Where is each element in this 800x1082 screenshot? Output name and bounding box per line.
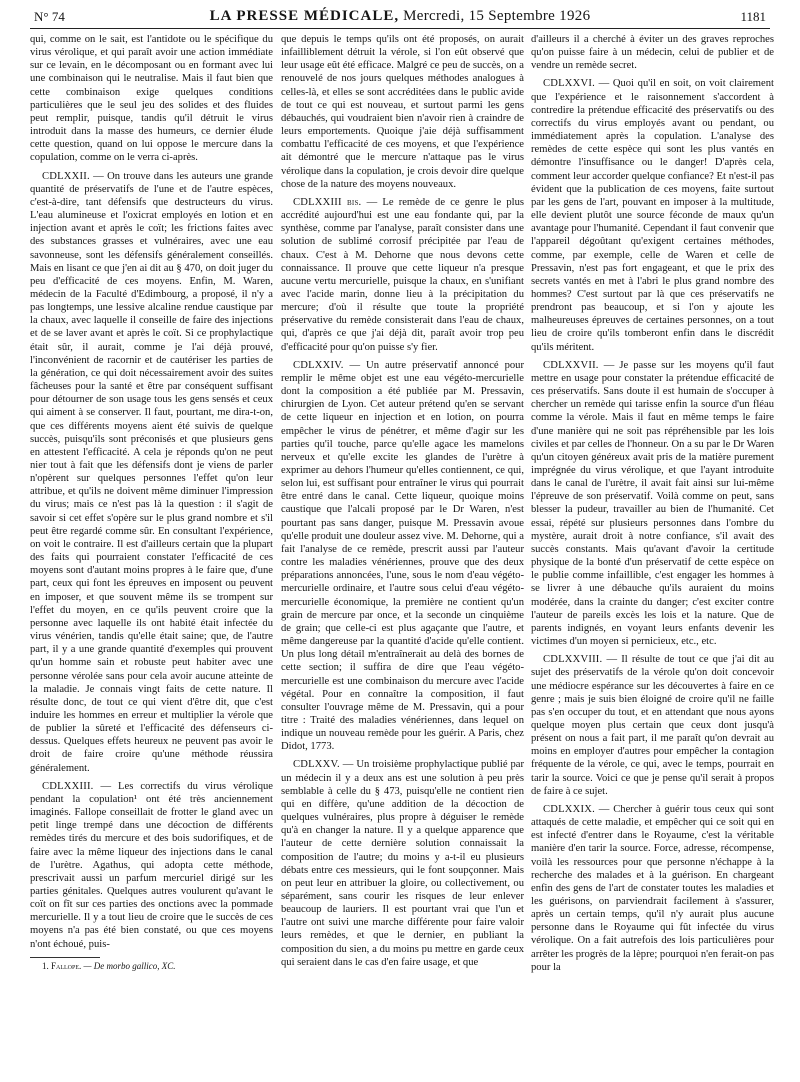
section-text: — Quoi qu'il en soit, on voit clairement que l'expérience et le raisonnement s'accordent à contredire la prétendue efficacité des préservatifs ou des correctifs du virus employés avant ou pendant, ou immédiatement après la copulation. L'analyse des remèdes de cette espèce qui sont les plus vantés en démontre l'insuffisance ou le danger! D'après cela, comment leur accorder quelque confiance? Et n'est-il pas évident que la publication de ces moyens, faite surtout par les gens de l'art, pouvant en imposer à la multitude, elle devient plutôt une source féconde de maux qu'un avantage pour l'humanité. Cependant il faut convenir que l'appareil dégoûtant qu'exigent certaines méthodes, comme, par exemple, celle de Waren et celle de Pressavin, n'est pas fort engageant, et que le prix des secrets vantés en met à l'abri le plus grand nombre des hommes? C'est surtout par là que ces préservatifs ne prendront pas beaucoup, et si l'on y ajoute les malheureuses épreuves de certaines personnes, on a tout lieu de croire qu'ils tomberont enfin dans le discrédit qu'ils méritent. [531, 78, 774, 353]
section-477 [531, 359, 774, 648]
section-number: CDLXXII. [42, 170, 90, 182]
section-number: CDLXXIII. [42, 780, 94, 792]
journal-name: LA PRESSE MÉDICALE, [209, 8, 400, 24]
section-number: CDLXXVIII. [543, 654, 603, 666]
section-text: — Le remède de ce genre le plus accrédité aujourd'hui est une eau fondante qui, par la synthèse, comme par l'analyse, paraît consister dans une solution de sublimé corrosif précipitée par l'eau de chaux. C'est à M. Dehorne que nous devons cette connaissance. Il prouve que cette liqueur n'a presque aucune vertu mercurielle, puisque la chaux, en s'unifiant avec l'acide marin, donne lieu à la précipitation du mercure; d'où il résulte que toute la propriété préservative du remède consisterait dans l'eau de chaux, qui, d'après ce que j'ai déjà dit, paraît avoir trop peu d'efficacité pour qu'on puisse s'y fier. [281, 196, 524, 353]
section-472 [30, 170, 273, 775]
section-473-bis [281, 196, 524, 354]
footnote-rule [30, 957, 100, 958]
paragraph-continuation: qui, comme on le sait, est l'antidote ou le spécifique du virus vérolique, et qui paraît avoir une action immédiate sur ce levain, en le décomposant ou en formant avec lui une combinaison qui le neutralise. Mais il faut bien que cette combinaison exige quelques conditions particulières que le seul jeu des solides et des fluides peut remplir, puisque, tandis qu'il détruit le virus introduit dans la masse des humeurs, ce dernier élude cette question, quand on lui oppose le mercure dans la copulation, comme on le verra ci-après. [30, 34, 273, 164]
section-text: — Un troisième prophylactique publié par un médecin il y a deux ans est une solution à peu près semblable à celle du § 473, puisqu'elle ne contient rien qui en diffère, qu'une addition de la décoction de quelques vulnéraires, plus propre à déguiser le remède qu'à en changer la nature. Il y a quelque apparence que l'auteur de cette dernière solution connaissait la composition de l'autre; du moins y a-t-il eu plusieurs débats entre ces messieurs, qui le font soupçonner. Mais on peut leur en attribuer la gloire, ou collectivement, ou séparément, sans courir les risques de leur enlever beaucoup de lauriers. Il est pourtant vrai que l'un et l'autre ont suivi une marche différente pour faire valoir leurs remèdes, et que le dernier, en publiant la composition du sien, a du moins pu mettre en garde ceux qui seraient dans le cas d'en faire usage, et que [281, 759, 524, 968]
section-number: CDLXXIX. [543, 803, 595, 815]
section-475 [281, 758, 524, 969]
section-number: CDLXXVI. [543, 78, 595, 90]
column-2 [281, 33, 524, 974]
running-title [30, 8, 770, 25]
section-476 [531, 77, 774, 353]
section-text: — Chercher à guérir tous ceux qui sont attaqués de cette maladie, et empêcher qui ce soit qui en est infecté d'entrer dans le Royaume, c'est la véritable manière d'en tarir la source. Force, adresse, récompense, voilà les ressources pour que personne n'échappe à la recherche des malades et à la guérison. En chargeant enfin des gens de l'art de constater toutes les maladies et les guérisons, on parviendrait facilement à s'assurer, après un certain temps, qu'il n'y aurait plus aucune personne dans le Royaume qui fût infectée du virus vérolique. On a fait autrefois des lois particulières pour arrêter les progrès de la lèpre; pourquoi n'en ferait-on pas pour la [531, 803, 774, 973]
section-474 [281, 359, 524, 754]
section-number: CDLXXIV. [293, 359, 344, 371]
page-header [30, 6, 770, 28]
paragraph-continuation: d'ailleurs il a cherché à éviter un des graves reproches qu'on puisse faire à un médecin, celui de publier et de vendre un remède secret. [531, 34, 774, 72]
section-number: CDLXXVII. [543, 359, 599, 371]
header-rule [30, 28, 770, 29]
section-479 [531, 803, 774, 974]
section-473 [30, 780, 273, 951]
column-3 [531, 33, 774, 979]
section-text: — Les correctifs du virus vérolique pendant la copulation¹ ont été très anciennement imaginés. Fallope conseillait de frotter le gland avec un petit linge trempé dans une décoction de différents remèdes tirés du mercure et des bois sudorifiques, et de faire avec la même liqueur des injections dans le canal de l'urètre. Agathus, qui adopta cette méthode, prescrivait aussi un parfum mercuriel dirigé sur les parties génitales. Quelques autres voulurent qu'avant le coït on fît sur ces parties des onctions avec la pommade mercurielle. Il y a tout lieu de croire que le succès de ces moyens n'a pas été bien constaté, ou que ces moyens n'ont échoué, puis- [30, 780, 273, 950]
section-text: — Un autre préservatif annoncé pour remplir le même objet est une eau végéto-mercurielle dont la composition a été publiée par M. Pressavin, chirurgien de Lyon. Cet auteur prétend qu'en se servant de cette liqueur en injection et en lotion, on pourra empêcher le virus de pénétrer, et même d'agir sur les parties qu'il touche, parce qu'elle agace les mamelons nerveux et qu'elle excite les glandes de l'urètre à exprimer au dehors l'humeur qu'elles contiennent, ce qui, selon lui, est suffisant pour entraîner le virus qui pourrait être entré dans le canal. Cette liqueur, quoique moins caustique que l'alcali proposé par le Dr Waren, n'est pourtant pas sans danger, puisque M. Pressavin avoue qu'elle produit une douleur assez vive. M. Dehorne, qui a fait l'analyse de ce remède, prescrit aussi par l'auteur contre les maladies vénériennes, prouve que des deux préparations annoncées, l'une, sous le nom d'eau végéto-mercurielle ordinaire, et l'autre sous celui d'eau végéto-mercurielle économique, la première ne contient qu'un grain de mercure par once, et la seconde un cinquième de grain; que celle-ci est plus agaçante que l'autre, et même dangereuse par la quantité d'acide qu'elle contient. Un plus long détail m'entraînerait au delà des bornes de cette section; il suffira de dire que l'eau végéto-mercurielle est une combinaison du mercure avec l'acide végétal. Pour en connaître la composition, il faut consulter l'ouvrage même de M. Pressavin, qui a pour titre : Traité des maladies vénériennes, dans lequel on indique un nouveau remède pour les guérir. A Paris, chez Didot, 1773. [281, 359, 524, 753]
footnote-author: 1. Fallope. [42, 960, 82, 971]
column-1 [30, 33, 273, 977]
section-number: CDLXXIII bis. [293, 196, 362, 208]
section-text: — Je passe sur les moyens qu'il faut mettre en usage pour constater la prétendue efficacité de ces préservatifs. Sans doute il est humain de s'occuper à chercher un remède qui tarisse enfin la source d'un fléau comme la vérole. Mais il faut en même temps le faire d'une manière qui ne soit pas répréhensible par les lois civiles et par celles de l'honneur. On a su par le Dr Waren qu'un citoyen généreux avait pris de la matière purement imprégnée du virus vérolique, et que l'ayant introduite dans le canal de l'urètre, il avait fait ainsi sur lui-même l'épreuve de son préservatif. Voilà comme on peut, sans blesser la pudeur, travailler au bien de l'humanité. Cet essai, répété sur plusieurs personnes dans l'ombre du mystère, aurait droit à notre confiance, s'il avait des succès constants. Mais qu'avant d'avoir la certitude physique de la bonté d'un préservatif de cette espèce on le publie comme infaillible, c'est engager les hommes à se livrer à une débauche qu'ils auraient du moins modérée, dans la crainte du danger; c'est exciter contre l'auteur de pareils excès les lois et la nature. Que de parents indignés, en voyant leurs enfants devenir les victimes d'un moyen si pernicieux, etc., etc. [531, 359, 774, 648]
footnote [30, 961, 273, 972]
section-text: — On trouve dans les auteurs une grande quantité de préservatifs de l'une et de l'autre espèces, c'est-à-dire, tant défensifs que destructeurs du virus. L'eau alumineuse et l'oxicrat employés en lotion et en injection avant et après le coït; les frictions faites avec des substances grasses et vulnéraires, avec une eau savonneuse, sont les défensifs généralement conseillés. Mais en lisant ce que j'en ai dit au § 470, on doit juger du peu d'efficacité de ces moyens. Enfin, M. Waren, médecin de la Faculté d'Edimbourg, a proposé, il n'y a pas longtemps, une lessive alcaline rendue caustique par la chaux, avec laquelle il conseille de faire des injections et de se laver avant et après le coït. Si ce prophylactique était sûr, il aurait, comme je l'ai déjà prouvé, l'inconvénient de racornir et de cautériser les parties de la génération, ce qui doit nécessairement avoir des suites fâcheuses pour la santé et être par conséquent suffisant pour détourner de son usage tous les gens sensés et ceux qui aiment à se conserver. Il faut, pourtant, me dira-t-on, que ces différents moyens aient été suivis de quelque succès, puisqu'ils sont préconisés et que plusieurs gens en attestent l'efficacité. A cela je réponds qu'on ne peut nier tout à fait que les défensifs dont je viens de parler n'opèrent sur quelques personnes l'effet qu'on leur attribue, et qu'ils ne doivent même diminuer l'impression du virus; mais ce n'est pas là la question : il s'agit de savoir si cet effet s'opère sur le plus grand nombre et s'il peut être regardé comme sûr. En consultant l'expérience, on voit le contraire. Il est d'ailleurs certain que la plupart des faits qui pourraient constater l'efficacité de ces moyens sont d'autant moins propres à le faire que, d'une part, ceux qui font les épreuves en imposent ou peuvent en imposer, et que souvent même ils se trompent sur l'effet du moyen, en ce qu'ils peuvent croire que la personne avec laquelle ils ont habité était infectée du virus vénérien, tandis qu'elle était saine; que, de l'autre part, il y a une grande quantité d'exemples qui prouvent qu'un homme sain et robuste peut habiter avec une personne vérolée sans pour cela avoir aucune atteinte de la maladie. Je connais vingt faits de cette nature. Il résulte donc, de tout ce qui vient d'être dit, que c'est induire les hommes en erreur et multiplier la vérole que de publier la sûreté et l'efficacité des défenseurs ci-dessus. Quelques effets heureux ne peuvent pas avoir le droit de faire croire qu'une méthode réussira généralement. [30, 170, 273, 774]
section-478 [531, 653, 774, 798]
issue-number: N° 74 [34, 9, 65, 24]
footnote-text: — De morbo gallico, XC. [83, 960, 176, 971]
section-number: CDLXXV. [293, 759, 340, 771]
issue-date: Mercredi, 15 Septembre 1926 [403, 8, 591, 24]
paragraph-continuation: que depuis le temps qu'ils ont été proposés, on aurait infailliblement détruit la vérole, si l'on eût observé que leur usage eût été efficace. Malgré ce peu de succès, on a renouvelé de nos jours quelques méthodes analogues à celles-là, et elles se sont accréditées dans le public avide de tout ce qui est nouveau, et surtout parmi les gens débauchés, qui voudraient bien n'avoir rien à craindre de leurs emportements. Quoique j'aie déjà suffisamment combattu l'efficacité de ces moyens, et que l'expérience ait démontré que le mercure n'attaque pas le virus vérolique dans la copulation, je crois devoir dire quelque chose de la nature des moyens nouveaux. [281, 34, 524, 190]
page-number: 1181 [740, 9, 766, 24]
section-text: — Il résulte de tout ce que j'ai dit au sujet des préservatifs de la vérole qu'on doit concevoir une médiocre espérance sur les découvertes à faire en ce genre ; mais je suis bien éloigné de croire qu'il ne faille pas s'en occuper du tout, et en attendant que nous ayons quelque moyen plus certain que ceux dont jusqu'à présent on nous a fait part, il me paraît qu'on devrait au moins en employer d'autres pour empêcher la contagion fréquente de la vérole, ce qui, avec le temps, pourrait en tarir la source. Voici ce que je pense qu'il serait à propos de faire à ce sujet. [531, 654, 775, 797]
